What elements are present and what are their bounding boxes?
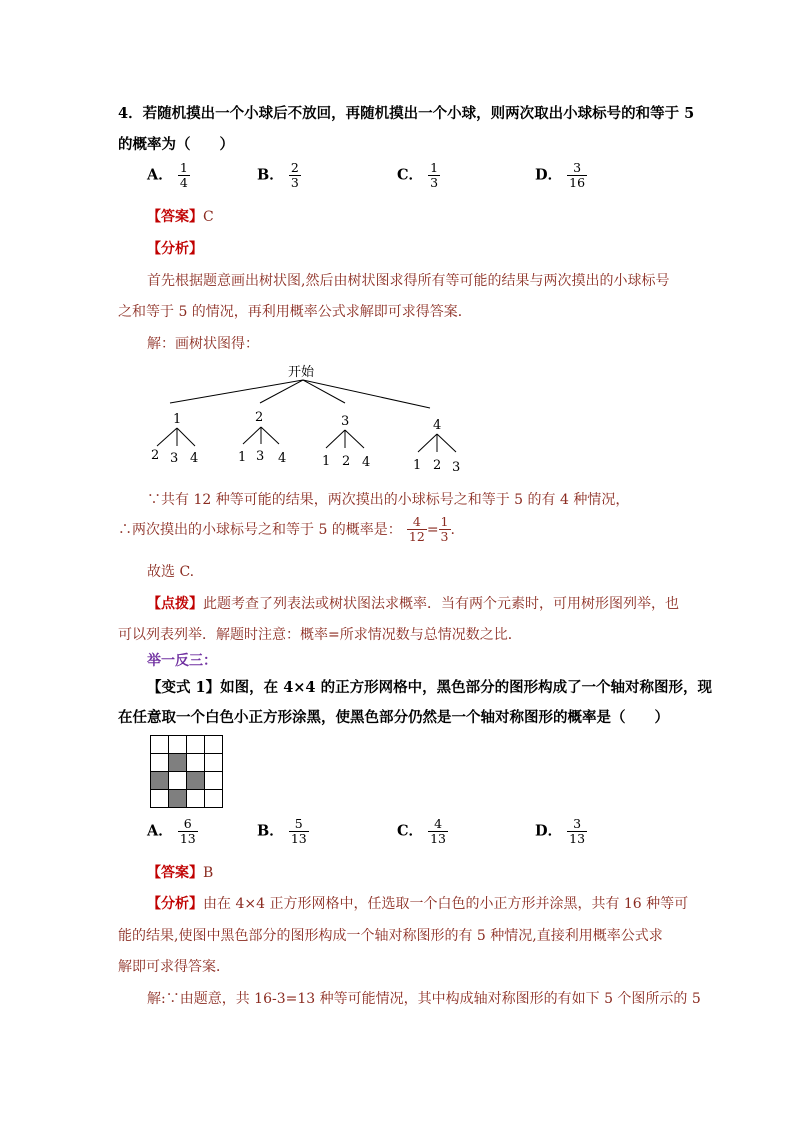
tree-leaf: 4 <box>278 451 287 466</box>
q4-analysis-line1: 首先根据题意画出树状图,然后由树状图求得所有等可能的结果与两次摸出的小球标号 <box>147 273 670 289</box>
section-heading: 举一反三： <box>147 653 217 669</box>
tree-leaf: 2 <box>342 454 351 469</box>
q4-answer: 【答案】C <box>147 209 214 225</box>
question-4-line2: 的概率为（ ） <box>118 136 234 153</box>
tree-edge <box>177 428 195 446</box>
grid-cell <box>169 736 187 754</box>
fraction: $\frac{1}{4}$ <box>179 160 188 190</box>
tree-root: 开始 <box>288 365 315 380</box>
q4-option-b: B． $\frac{2}{3}$ <box>257 160 299 190</box>
tree-leaf: 1 <box>413 458 422 473</box>
grid-figure <box>150 735 222 807</box>
tree-edge <box>261 427 279 444</box>
variant-1-line1: 【变式 1】如图，在 4×4 的正方形网格中，黑色部分的图形构成了一个轴对称图形，现 <box>147 679 713 696</box>
tree-leaf: 3 <box>256 449 265 464</box>
grid-cell <box>151 790 169 808</box>
tree-leaf: 1 <box>238 450 247 465</box>
fraction: $\frac{1}{3}$ <box>430 160 439 190</box>
tree-leaf: 3 <box>170 451 179 466</box>
grid-cell <box>205 790 223 808</box>
tree-edge <box>303 380 430 408</box>
tree-leaf: 4 <box>190 451 199 466</box>
grid-cell <box>151 754 169 772</box>
tree-edge <box>418 434 437 452</box>
fraction: $\frac{3}{13}$ <box>569 816 586 846</box>
grid-cell <box>169 754 187 772</box>
fraction: $\frac{4}{12}$ <box>408 514 425 544</box>
v1-analysis-line3: 解即可求得答案． <box>118 959 230 975</box>
grid-cell <box>187 790 205 808</box>
grid-cell <box>151 736 169 754</box>
tree-leaf: 2 <box>433 458 442 473</box>
q4-choose: 故选 C. <box>147 564 195 580</box>
grid-cell <box>205 772 223 790</box>
q4-analysis-line2: 之和等于 5 的情况，再利用概率公式求解即可求得答案． <box>118 304 472 320</box>
tree-node-4: 4 <box>433 418 442 433</box>
grid-cell <box>151 772 169 790</box>
q4-tip-line2: 可以列表列举．解题时注意：概率=所求情况数与总情况数之比． <box>118 627 522 643</box>
fraction: $\frac{3}{16}$ <box>569 160 586 190</box>
tree-edge <box>243 427 261 444</box>
v1-option-b: B． $\frac{5}{13}$ <box>257 816 307 846</box>
tree-edge <box>345 430 364 448</box>
v1-option-a: A． $\frac{6}{13}$ <box>147 816 196 846</box>
q4-therefore: ∴两次摸出的小球标号之和等于 5 的概率是： $\frac{4}{12}$ = $\frac{1}{3}$ . <box>118 514 455 544</box>
q4-tip-line1: 【点拨】此题考查了列表法或树状图法求概率．当有两个元素时，可用树形图列举，也 <box>147 596 679 612</box>
q4-option-d: D． $\frac{3}{16}$ <box>535 160 586 190</box>
tree-edge <box>157 428 177 446</box>
tree-edge <box>170 380 303 403</box>
q4-because: ∵共有 12 种等可能的结果，两次摸出的小球标号之和等于 5 的有 4 种情况， <box>147 492 630 508</box>
fraction: $\frac{1}{3}$ <box>440 514 449 544</box>
grid-cell <box>205 754 223 772</box>
v1-option-c: C． $\frac{4}{13}$ <box>397 816 447 846</box>
tree-node-3: 3 <box>341 414 350 429</box>
tree-leaf: 3 <box>452 460 461 475</box>
grid-cell <box>205 736 223 754</box>
v1-option-d: D． $\frac{3}{13}$ <box>535 816 586 846</box>
tree-node-1: 1 <box>173 412 182 427</box>
fraction: $\frac{4}{13}$ <box>430 816 447 846</box>
variant-1-line2: 在任意取一个白色小正方形涂黑，使黑色部分仍然是一个轴对称图形的概率是（ ） <box>118 709 669 726</box>
grid-cell <box>169 790 187 808</box>
q4-option-a: A． $\frac{1}{4}$ <box>147 160 188 190</box>
question-4-line1: 4．若随机摸出一个小球后不放回，再随机摸出一个小球，则两次取出小球标号的和等于 5 <box>118 105 695 122</box>
grid-cell <box>187 736 205 754</box>
tree-edge <box>326 430 345 448</box>
v1-solve: 解:∵由题意，共 16-3=13 种等可能情况，其中构成轴对称图形的有如下 5 个图所示的 5 <box>147 991 701 1007</box>
fraction: $\frac{2}{3}$ <box>290 160 299 190</box>
v1-analysis-line1: 【分析】由在 4×4 正方形网格中，任选取一个白色的小正方形并涂黑，共有 16 种等可 <box>147 896 689 912</box>
q4-analysis-tag: 【分析】 <box>147 241 203 257</box>
tree-diagram <box>140 358 480 478</box>
tree-leaf: 2 <box>151 448 160 463</box>
tree-edge <box>303 380 345 403</box>
grid-cell <box>169 772 187 790</box>
v1-answer: 【答案】B <box>147 865 214 881</box>
grid-cell <box>187 754 205 772</box>
q4-solve: 解：画树状图得： <box>147 336 259 352</box>
fraction: $\frac{6}{13}$ <box>179 816 196 846</box>
v1-analysis-line2: 能的结果,使图中黑色部分的图形构成一个轴对称图形的有 5 种情况,直接利用概率公式求 <box>118 928 663 944</box>
fraction: $\frac{5}{13}$ <box>290 816 307 846</box>
grid-cell <box>187 772 205 790</box>
tree-node-2: 2 <box>255 410 264 425</box>
tree-edge <box>437 434 456 452</box>
tree-leaf: 1 <box>322 454 331 469</box>
q4-option-c: C． $\frac{1}{3}$ <box>397 160 439 190</box>
tree-leaf: 4 <box>362 455 371 470</box>
grid-4x4 <box>150 735 223 808</box>
